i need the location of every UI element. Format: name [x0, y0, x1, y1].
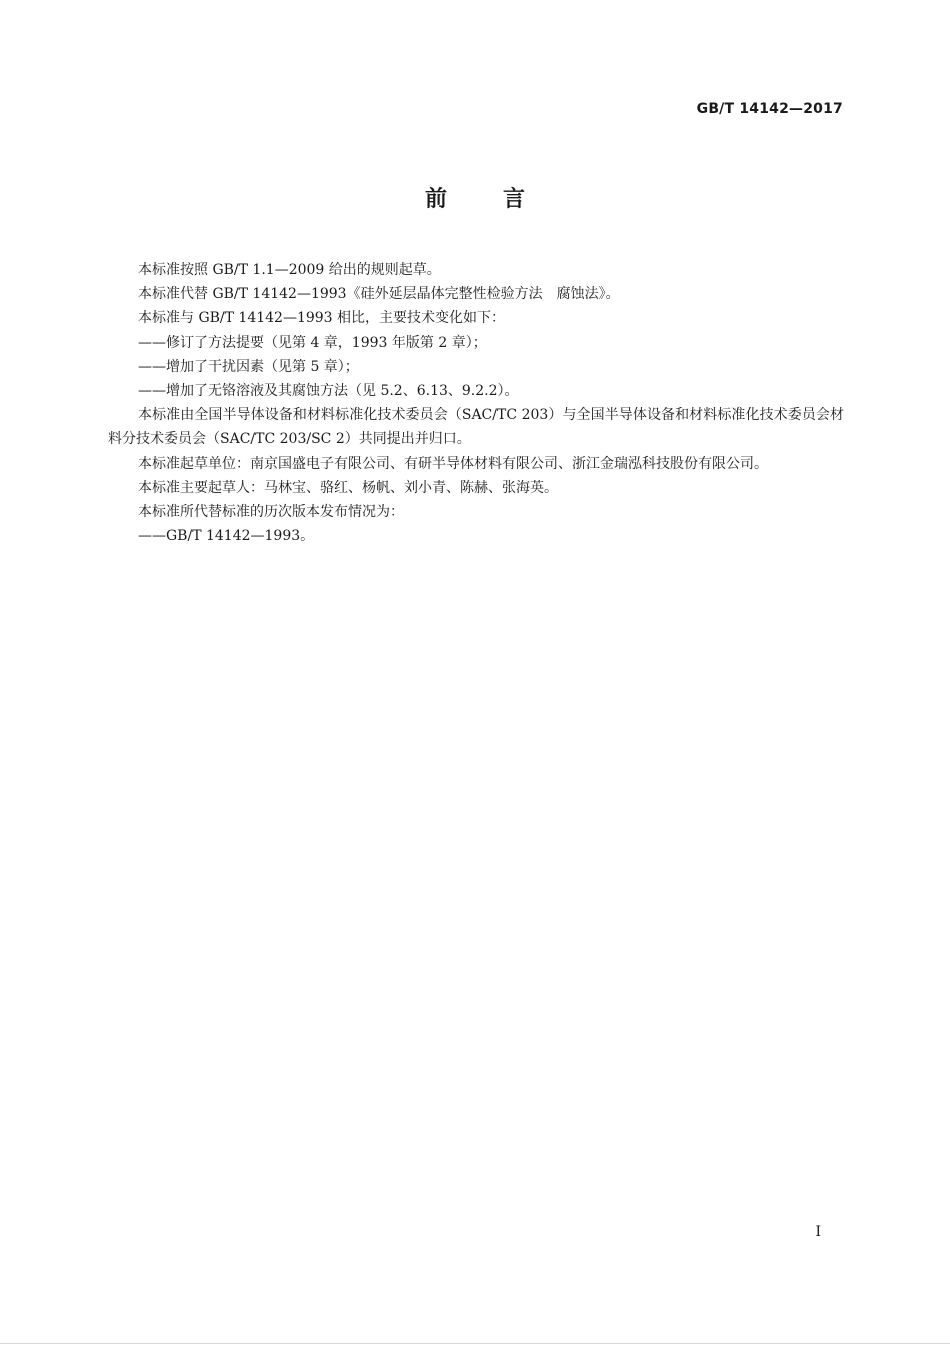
list-item-change-3: ——增加了无铬溶液及其腐蚀方法（见 5.2、6.13、9.2.2）。 [138, 383, 519, 400]
paragraph-drafting-units: 本标准起草单位：南京国盛电子有限公司、有研半导体材料有限公司、浙江金瑞泓科技股份有限公司。 [138, 455, 768, 472]
foreword-body [108, 258, 844, 548]
paragraph-proposer: 本标准由全国半导体设备和材料标准化技术委员会（SAC/TC 203）与全国半导体设备和材料标准化技术委员会材料分技术委员会（SAC/TC 203/SC 2）共同提出并归口。 [108, 407, 844, 448]
list-item-change-1: ——修订了方法提要（见第 4 章，1993 年版第 2 章）； [138, 334, 487, 351]
paragraph-drafters: 本标准主要起草人：马林宝、骆红、杨帆、刘小青、陈赫、张海英。 [138, 479, 558, 496]
paragraph-drafting-rules: 本标准按照 GB/T 1.1—2009 给出的规则起草。 [138, 262, 441, 278]
paragraph-changes-intro: 本标准与 GB/T 14142—1993 相比，主要技术变化如下： [138, 310, 506, 327]
page-title: 前言 [424, 187, 581, 212]
standard-code: GB/T 14142—2017 [696, 101, 843, 117]
paragraph-replaces: 本标准代替 GB/T 14142—1993《硅外延层晶体完整性检验方法 腐蚀法》。 [138, 286, 620, 303]
list-item-change-2: ——增加了干扰因素（见第 5 章）； [138, 358, 359, 375]
paragraph-history-intro: 本标准所代替标准的历次版本发布情况为： [138, 504, 404, 521]
list-item-history-1: ——GB/T 14142—1993。 [138, 528, 315, 545]
page-number: Ⅰ [815, 1224, 821, 1240]
page-bottom-divider [0, 1343, 950, 1344]
